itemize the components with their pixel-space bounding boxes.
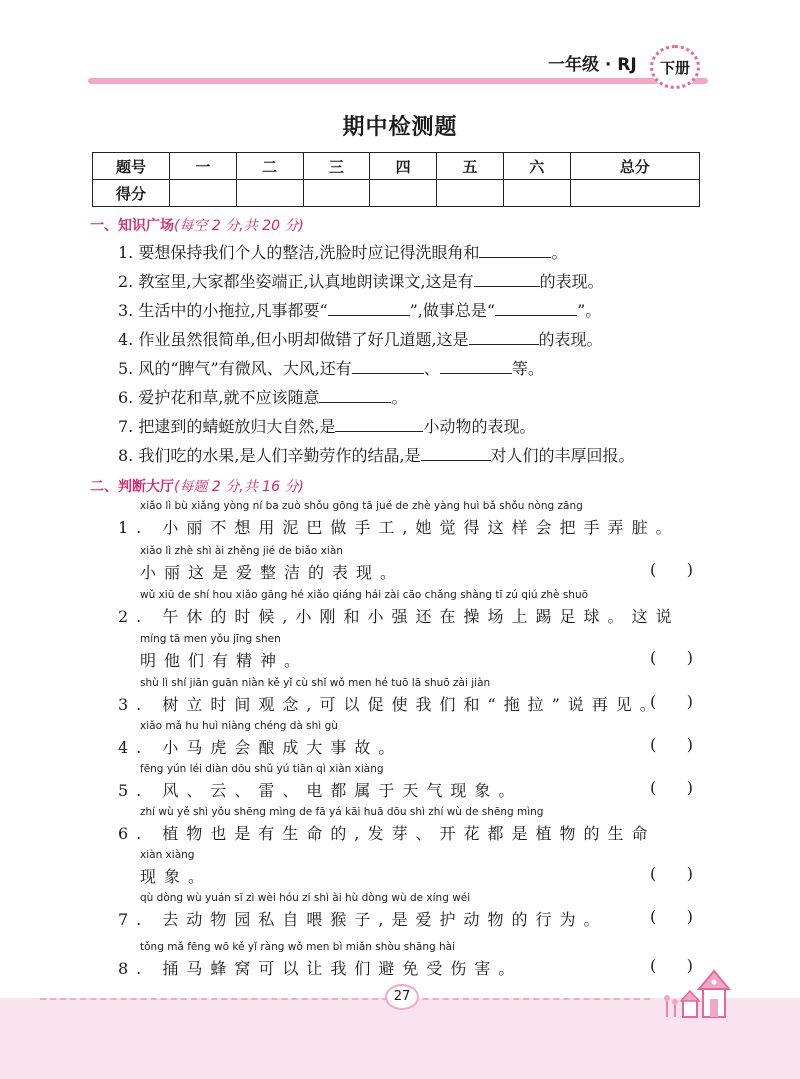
- fill-item-4: [118, 327, 603, 350]
- table-header-cell: 题号: [93, 153, 170, 180]
- fill-item-3: [118, 298, 601, 321]
- grade-label: 一年级 · RJ: [548, 55, 637, 75]
- answer-blank[interactable]: [352, 359, 424, 374]
- fill-text: 的表现。: [538, 330, 603, 349]
- score-cell[interactable]: [437, 180, 504, 207]
- fill-text: 等。: [511, 359, 544, 378]
- table-header-cell: 二: [236, 153, 303, 180]
- fill-text: 7. 把逮到的蜻蜓放归大自然,是: [118, 417, 336, 436]
- answer-blank[interactable]: [335, 417, 423, 432]
- volume-badge: 下册: [650, 45, 700, 89]
- judge-text: 4. 小马虎会酿成大事故。: [118, 738, 403, 757]
- pinyin-line: wǔ xiū de shí hou xiǎo gāng hé xiǎo qiáng hái zài cāo chǎng shàng tī zú qiú zhè shuō: [140, 589, 589, 601]
- fill-text: 3. 生活中的小拖拉,凡事都要“: [118, 301, 328, 320]
- answer-parentheses[interactable]: ( ): [650, 735, 693, 754]
- pinyin-line: qù dòng wù yuán sī zì wèi hóu zi shì ài hù dòng wù de xíng wéi: [140, 892, 471, 904]
- page-number: 27: [385, 984, 419, 1010]
- answer-blank[interactable]: [495, 301, 577, 316]
- answer-blank[interactable]: [469, 330, 539, 345]
- fill-item-5: [118, 356, 544, 379]
- score-table-score-row: [93, 180, 700, 207]
- pinyin-line: xiǎo lì zhè shì ài zhěng jié de biǎo xiàn: [140, 545, 343, 557]
- judge-text: 6. 植物也是有生命的,发芽、开花都是植物的生命: [118, 824, 656, 843]
- fill-item-2: [118, 269, 604, 292]
- pinyin-line: tǒng mǎ fēng wō kě yǐ ràng wǒ men bì miǎn shòu shāng hài: [140, 941, 456, 953]
- table-header-cell: 六: [503, 153, 570, 180]
- page-title: 期中检测题: [342, 115, 458, 140]
- fill-text: 4. 作业虽然很简单,但小明却做错了好几道题,这是: [118, 330, 469, 349]
- fill-item-6: [118, 385, 407, 408]
- score-cell[interactable]: [170, 180, 237, 207]
- score-cell[interactable]: [236, 180, 303, 207]
- answer-parentheses[interactable]: ( ): [650, 864, 693, 883]
- fill-text: 8. 我们吃的水果,是人们辛勤劳作的结晶,是: [118, 446, 421, 465]
- judge-text: 5. 风、云、雷、电都属于天气现象。: [118, 781, 523, 800]
- section2-heading: [90, 476, 304, 496]
- answer-parentheses[interactable]: ( ): [650, 692, 693, 711]
- table-row-label: 得分: [93, 180, 170, 207]
- section2-note: (每题 2 分,共 16 分): [174, 479, 304, 495]
- judge-text: 8. 捅马蜂窝可以让我们避免受伤害。: [118, 959, 523, 978]
- fill-item-7: [118, 414, 535, 437]
- answer-parentheses[interactable]: ( ): [650, 560, 693, 579]
- table-header-cell: 总分: [570, 153, 699, 180]
- fill-text: 的表现。: [539, 272, 604, 291]
- fill-text: 对人们的丰厚回报。: [490, 446, 635, 465]
- section1-title: 一、知识广场: [90, 218, 174, 234]
- score-table-header-row: [93, 153, 700, 180]
- fill-text: 。: [551, 243, 568, 262]
- score-cell[interactable]: [570, 180, 699, 207]
- answer-blank[interactable]: [319, 388, 391, 403]
- fill-text: 6. 爱护花和草,就不应该随意: [118, 388, 320, 407]
- fill-text: 1. 要想保持我们个人的整洁,洗脸时应记得洗眼角和: [118, 243, 480, 262]
- score-cell[interactable]: [503, 180, 570, 207]
- judge-text: 明他们有精神。: [140, 651, 309, 670]
- answer-blank[interactable]: [474, 272, 540, 287]
- fill-text: 小动物的表现。: [423, 417, 536, 436]
- pinyin-line: xiàn xiàng: [140, 849, 195, 861]
- score-cell[interactable]: [303, 180, 370, 207]
- answer-parentheses[interactable]: ( ): [650, 648, 693, 667]
- fill-text: ”,做事总是“: [409, 301, 496, 320]
- pinyin-line: xiǎo lì bù xiǎng yòng ní ba zuò shǒu gōng tā jué de zhè yàng huì bǎ shǒu nòng zāng: [140, 500, 583, 512]
- fill-text: 。: [391, 388, 408, 407]
- fill-text: ”。: [577, 301, 602, 320]
- pinyin-line: xiǎo mǎ hu huì niàng chéng dà shì gù: [140, 720, 338, 732]
- answer-parentheses[interactable]: ( ): [650, 778, 693, 797]
- judge-text: 1. 小丽不想用泥巴做手工,她觉得这样会把手弄脏。: [118, 518, 680, 537]
- answer-blank[interactable]: [479, 243, 551, 258]
- table-header-cell: 五: [437, 153, 504, 180]
- answer-parentheses[interactable]: ( ): [650, 956, 693, 975]
- footer-dashed-line: [40, 998, 650, 1000]
- section1-note: (每空 2 分,共 20 分): [174, 218, 304, 234]
- judge-text: 现象。: [140, 867, 213, 886]
- section1-heading: [90, 215, 304, 235]
- pinyin-line: shù lì shí jiān guān niàn kě yǐ cù shǐ wǒ men hé tuō lā shuō zài jiàn: [140, 677, 491, 689]
- fill-item-1: [118, 240, 567, 263]
- fill-text: 2. 教室里,大家都坐姿端正,认真地朗读课文,这是有: [118, 272, 474, 291]
- answer-parentheses[interactable]: ( ): [650, 907, 693, 926]
- fill-text: 、: [423, 359, 440, 378]
- table-header-cell: 四: [370, 153, 437, 180]
- answer-blank[interactable]: [421, 446, 491, 461]
- header-bar: [88, 78, 708, 84]
- score-cell[interactable]: [370, 180, 437, 207]
- fill-item-8: [118, 443, 635, 466]
- table-header-cell: 一: [170, 153, 237, 180]
- judge-text: 7. 去动物园私自喂猴子,是爱护动物的行为。: [118, 910, 608, 929]
- judge-text: 小丽这是爱整洁的表现。: [140, 563, 405, 582]
- pinyin-line: zhí wù yě shì yǒu shēng mìng de fā yá kāi huā dōu shì zhí wù de shēng mìng: [140, 806, 544, 818]
- judge-text: 3. 树立时间观念,可以促使我们和“拖拉”说再见。: [118, 695, 664, 714]
- pinyin-line: míng tā men yǒu jīng shen: [140, 633, 281, 645]
- house-decoration-icon: [655, 965, 735, 1020]
- answer-blank[interactable]: [440, 359, 512, 374]
- judge-text: 2. 午休的时候,小刚和小强还在操场上踢足球。这说: [118, 607, 680, 626]
- table-header-cell: 三: [303, 153, 370, 180]
- score-table: [92, 152, 700, 207]
- section2-title: 二、判断大厅: [90, 479, 174, 495]
- answer-blank[interactable]: [328, 301, 410, 316]
- fill-text: 5. 风的“脾气”有微风、大风,还有: [118, 359, 352, 378]
- pinyin-line: fēng yún léi diàn dōu shǔ yú tiān qì xiàn xiàng: [140, 763, 384, 775]
